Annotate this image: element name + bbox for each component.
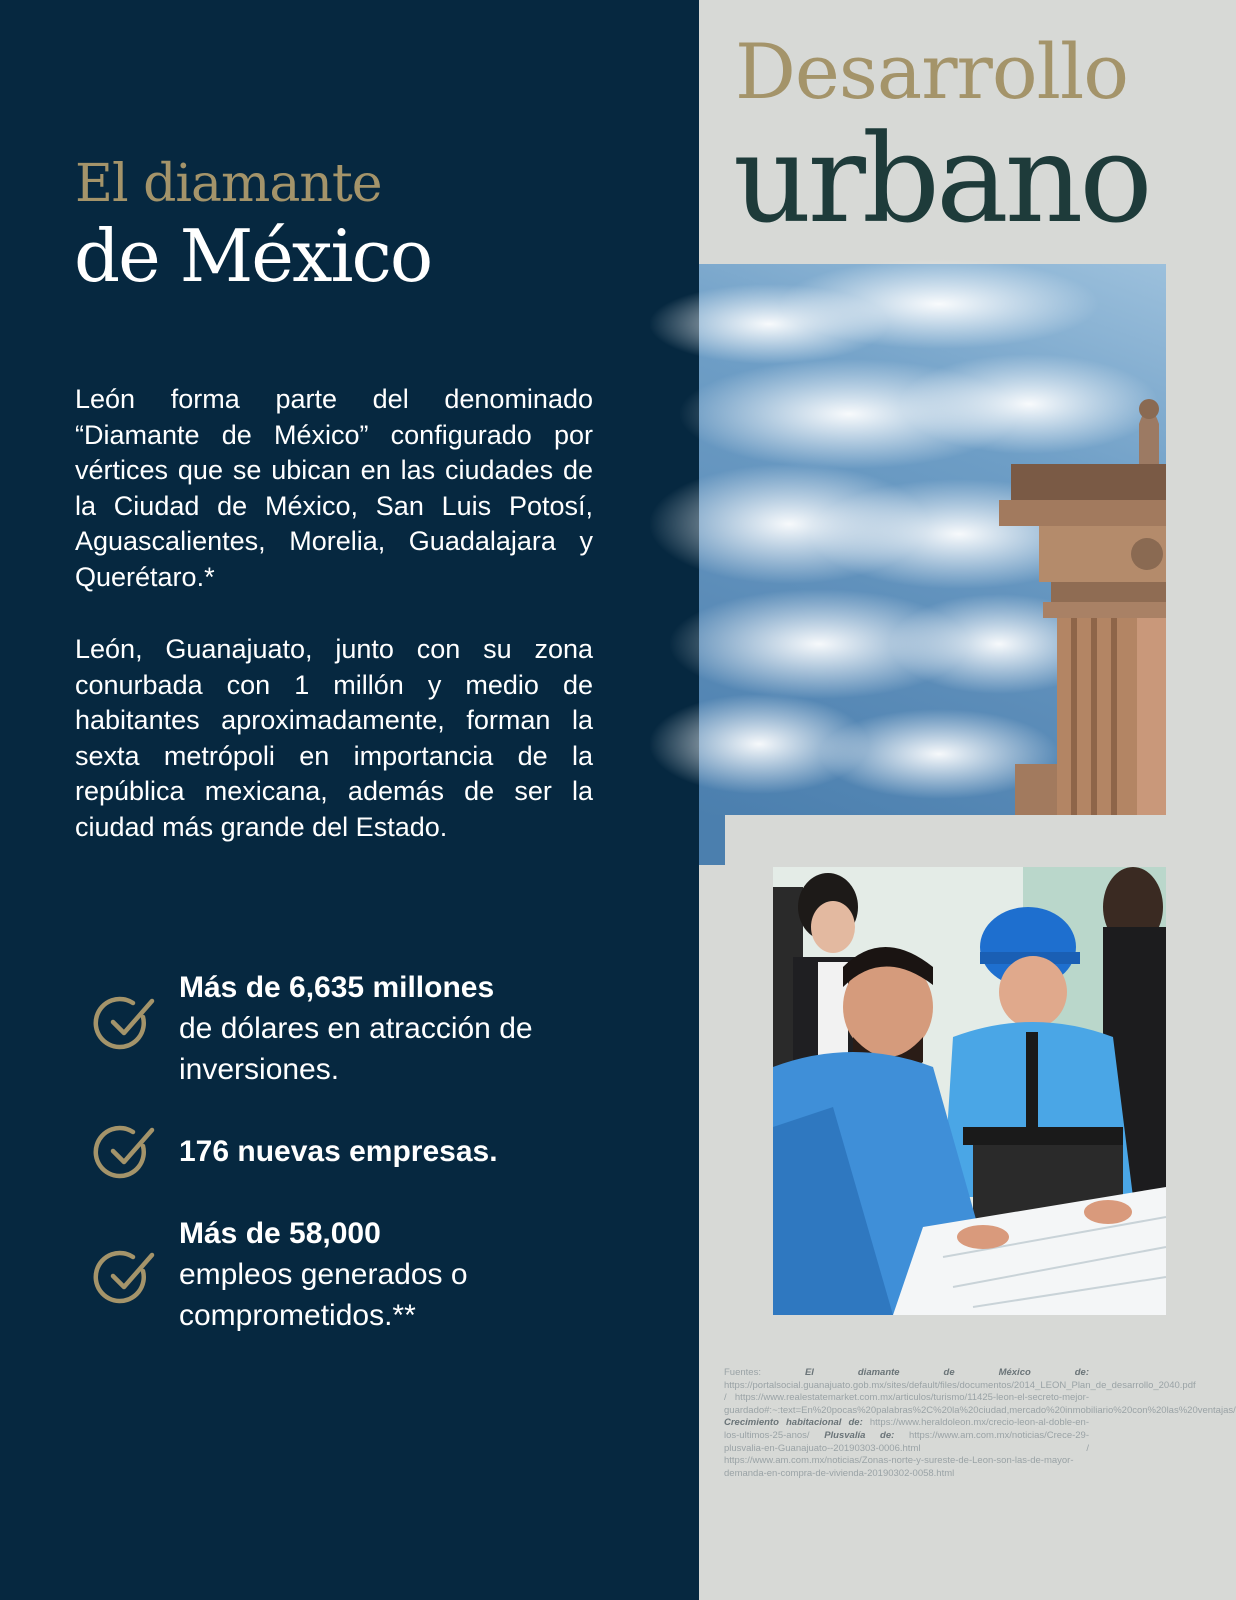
sources-text-plusvalia: https://www.am.com.mx/noticias/Crece-29-plusvalia-en-Guanajuato--20190303-0006.html / https://www.am.com.mx/noticias/Zonas-norte-y-sureste-de-Leon-son-las-de-mayor-demanda-en-compra-de-vivienda-20190302-0058.html [724,1429,1089,1479]
section-title-white: de México [74,214,432,298]
check-circle-icon [97,1249,157,1305]
intro-paragraph: León forma parte del denominado “Diamante de México” configurado por vértices que se ubican en las ciudades de la Ciudad de México, San Luis Potosí, Aguascalientes, Morelia, Guadalajara y Querétaro.* [75,384,593,592]
sources-label-crecimiento: Crecimiento habitacional de: [724,1417,863,1429]
check-circle-icon [97,1124,157,1180]
page-title-line1: Desarrollo [735,27,1129,116]
highlight-bold: Más de 6,635 millones [179,971,495,1004]
photo-notch [725,815,1166,865]
highlight-text: de dólares en atracción de inversiones. [179,1012,533,1086]
metropolis-paragraph: León, Guanajuato, junto con su zona conurbada con 1 millón y medio de habitantes aproximadamente, forman la sexta metrópoli en importancia de la república mexicana, además de ser la ciudad más grande del Estado. [75,634,593,842]
engineers-illustration [773,867,1166,1315]
sources-footnote [724,1367,1236,1480]
sky-arch-photo [699,264,1166,815]
sources-label-diamante: El diamante de México de: [804,1367,1089,1378]
page-title-line2: urbano [733,108,1149,250]
sources-lead: Fuentes: [724,1367,805,1378]
sources-label-plusvalia: Plusvalía de: [824,1429,895,1441]
engineers-photo [773,867,1166,1315]
check-circle-icon [97,995,157,1051]
highlight-investment [179,967,599,1090]
highlight-bold: Más de 58,000 [179,1217,381,1250]
sources-text-diamante: https://portalsocial.guanajuato.gob.mx/sites/default/files/documentos/2014_LEON_Plan_de_desarrollo_2040.pdf / https://www.realestatemarket.com.mx/articulos/turismo/11425-leon-el-secreto-mejor-guardado#:~:text=En%20pocas%20palabras%2C%20la%20ciudad,mercado%20inmobiliario%20con%20las%20ventajas/ [724,1379,1236,1416]
highlight-text: empleos generados o comprometidos.** [179,1258,468,1332]
highlight-jobs [179,1213,599,1336]
highlight-companies [179,1131,599,1172]
sources-text-crecimiento: https://www.heraldoleon.mx/crecio-leon-al-doble-en-los-ultimos-25-anos/ [724,1417,1089,1441]
arch-illustration [699,264,1166,815]
section-title-gold: El diamante [75,154,382,214]
sky-photo-tab [699,815,725,865]
highlight-bold: 176 nuevas empresas. [179,1135,498,1168]
